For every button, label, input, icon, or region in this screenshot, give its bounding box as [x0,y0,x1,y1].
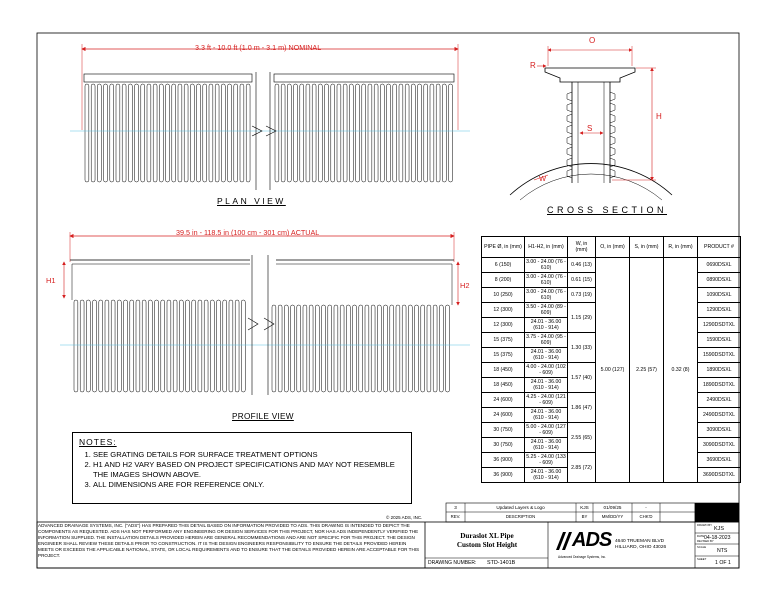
drawing-number-label: DRAWING NUMBER: [428,560,477,566]
company-address [615,539,666,551]
cell-r: 0.32 (8) [664,258,698,483]
plan-rib [362,84,366,182]
profile-rib [384,305,388,392]
drawing-title [428,532,546,550]
plan-view-label: PLAN VIEW [217,196,286,206]
th-s: S, in (mm) [630,237,664,258]
cell-product: 1290DSXL [698,303,741,318]
th-pipe: PIPE Ø, in (mm) [482,237,525,258]
profile-rib [396,305,400,392]
profile-rib [303,305,307,392]
profile-rib [111,300,115,392]
cross-section-rib [610,92,615,101]
profile-rib [322,305,326,392]
notes-title: NOTES: [79,437,117,447]
cell-h: 24.01 - 36.00 (610 - 914) [525,348,568,363]
cell-h: 3.50 - 24.00 (89 - 609) [526,304,566,316]
note-item: 2. H1 AND H2 VARY BASED ON PROJECT SPECIFICATIONS AND MAY NOT RESEMBLE THE IMAGES SHOWN ABOVE. [93,460,405,480]
desc-header: DESCRIPTION [505,514,536,519]
profile-h1-label: H1 [46,276,56,285]
profile-rib [402,305,406,392]
cross-section-rib [567,136,572,145]
profile-rib [359,305,363,392]
cell-h: 24.01 - 36.00 (610 - 914) [525,378,568,393]
cs-h-label: H [656,112,662,121]
profile-rib [210,300,214,392]
th-h: H1-H2, in (mm) [525,237,568,258]
title-line-1: Duraslot XL Pipe [460,532,514,540]
plan-rib [135,84,139,182]
plan-rib [97,84,101,182]
cell-pipe: 10 (250) [482,288,525,303]
profile-rib [291,305,295,392]
rev-description: Updated Layers & Logo [496,505,545,510]
cell-pipe: 15 (375) [482,348,525,363]
cell-w: 1.30 (33) [568,333,596,363]
plan-rib [411,84,415,182]
cell-pipe: 24 (600) [482,393,525,408]
cell-h: 3.00 - 24.00 (76 - 610) [526,259,566,271]
cell-s: 2.25 (57) [630,258,664,483]
cell-pipe: 36 (900) [482,453,525,468]
profile-rib [198,300,202,392]
drawing-number: STD-1401B [487,560,516,566]
plan-rib [221,84,225,182]
rev-by: KJS [580,505,589,510]
profile-rib [235,300,239,392]
profile-rib [340,305,344,392]
cell-h: 5.00 - 24.00 (127 - 609) [526,424,566,436]
disclaimer: ADVANCED DRAINAGE SYSTEMS, INC. ("ADS") HAS PREPARED THIS DETAIL BASED ON INFORMATION PROVIDED TO ADS. THIS DRAWING IS INTENDED TO DEPICT THE COMPONENTS AS REQUESTED. ADS HAS NOT PERFORMED ANY ENGINEERING OR DESIGN SERVICES FOR THIS PROJECT, NOR HAS ADS INDEPENDENTLY VERIFIED THE INFORMATION SUPPLIED. THE INSTALLATION DETAILS PROVIDED HEREIN ARE GENERAL RECOMMENDATIONS AND ARE NOT SPECIFIC FOR THIS PROJECT. THE DESIGN ENGINEER SHALL REVIEW THESE DETAILS PRIOR TO CONSTRUCTION. IT IS THE DESIGN ENGINEERS RESPONSIBILITY TO ENSURE THE DETAILS PROVIDED HEREIN MEETS OR EXCEEDS THE APPLICABLE NATIONAL, STATE, OR LOCAL REQUIREMENTS AND TO ENSURE THAT THE DETAILS PROVIDED HEREIN ARE ACCEPTABLE FOR THIS PROJECT. [38,523,420,558]
title-line-2: Custom Slot Height [456,541,518,549]
plan-rib [399,84,403,182]
profile-rib [105,300,109,392]
profile-rib [365,305,369,392]
cross-section-rib [567,103,572,112]
plan-rib [442,84,446,182]
cell-pipe: 8 (200) [482,273,525,288]
plan-rib [141,84,145,182]
profile-rib [328,305,332,392]
drawing-date: 04-18-2023 [704,535,731,541]
rev-header: REV. [450,514,461,519]
cross-section-rib [567,147,572,156]
plan-rib [436,84,440,182]
cell-h: 24.01 - 36.00 (610 - 914) [525,408,568,423]
cross-section-rib [567,169,572,178]
profile-rib [421,305,425,392]
plan-rib [159,84,163,182]
profile-actual-length: 39.5 in - 118.5 in (100 cm - 301 cm) ACTUAL [176,228,320,237]
rev-chkd: - [645,505,647,510]
cell-product: 1890DSXL [698,363,741,378]
profile-rib [99,300,103,392]
revised-by-label: REVISED BY [697,539,714,543]
plan-rib [294,84,298,182]
plan-nominal-length: 3.3 ft - 10.0 ft (1.0 m - 3.1 m) NOMINAL [195,43,322,52]
plan-rib [209,84,213,182]
profile-view-drawing [60,232,470,395]
profile-rib [186,300,190,392]
profile-rib [427,305,431,392]
cell-h: 24.01 - 36.00 (610 - 914) [525,438,568,453]
plan-rib [178,84,182,182]
profile-view-label: PROFILE VIEW [232,412,294,421]
drawn-by-label: DRAWN BY [697,523,712,527]
cell-pipe: 30 (750) [482,438,525,453]
plan-rib [153,84,157,182]
plan-rib [190,84,194,182]
table-row [482,258,741,273]
cell-product: 0890DSXL [698,273,741,288]
profile-rib [272,305,276,392]
date-header: MM/DD/YY [601,514,624,519]
cell-h: 4.25 - 24.00 (121 - 609) [526,394,566,406]
cell-h: 24.01 - 36.00 (610 - 914) [525,468,568,483]
cross-section-rib [610,103,615,112]
cs-r-label: R [530,61,536,70]
address-line-1: 4640 TRUEMAN BLVD [615,539,665,544]
plan-rib [318,84,322,182]
plan-rib [128,84,132,182]
cell-o: 5.00 (127) [596,258,630,483]
date-label: DATE [697,534,705,538]
profile-rib [93,300,97,392]
plan-rib [424,84,428,182]
profile-rib [86,300,90,392]
cell-w: 0.61 (15) [568,273,596,288]
profile-rib [229,300,233,392]
plan-rib [337,84,341,182]
profile-rib [346,305,350,392]
cell-pipe: 24 (600) [482,408,525,423]
plan-view-drawing [70,44,470,190]
cell-pipe: 6 (150) [482,258,525,273]
profile-rib [371,305,375,392]
profile-rib [278,305,282,392]
plan-rib [306,84,310,182]
cross-section-rib [567,125,572,134]
cell-product: 2490DSXL [698,393,741,408]
dimension-table [481,236,741,483]
plan-rib [104,84,108,182]
plan-rib [275,84,279,182]
profile-rib [446,305,450,392]
profile-rib [142,300,146,392]
plan-rib [331,84,335,182]
sheet-label: SHEET [697,557,707,561]
profile-rib [408,305,412,392]
cell-w: 0.73 (19) [568,288,596,303]
plan-rib [110,84,114,182]
cross-section-rib [610,147,615,156]
profile-rib [353,305,357,392]
logo-text: ADS [572,529,612,551]
plan-rib [215,84,219,182]
plan-rib [246,84,250,182]
profile-rib [130,300,134,392]
profile-rib [173,300,177,392]
cell-w: 1.57 (40) [568,363,596,393]
cs-s-label: S [587,124,593,133]
ads-logo [554,528,610,562]
cell-h: 24.01 - 36.00 (610 - 914) [525,318,568,333]
plan-rib [228,84,232,182]
cross-section-rib [567,114,572,123]
plan-rib [85,84,89,182]
cell-product: 1590DSXL [698,333,741,348]
note-item: 1. SEE GRATING DETAILS FOR SURFACE TREATMENT OPTIONS [93,450,405,460]
cs-o-label: O [589,36,596,45]
plan-rib [122,84,126,182]
profile-rib [167,300,171,392]
plan-rib [197,84,201,182]
plan-rib [281,84,285,182]
cell-product: 3090DSDTXL [698,438,741,453]
notes-box [72,432,412,504]
plan-rib [380,84,384,182]
cell-w: 1.15 (29) [568,303,596,333]
profile-rib [148,300,152,392]
plan-rib [203,84,207,182]
profile-rib [179,300,183,392]
plan-rib [368,84,372,182]
profile-rib [241,300,245,392]
rev-date: 01/09/25 [603,505,622,510]
plan-rib [449,84,453,182]
profile-rib [377,305,381,392]
cross-section-label: CROSS SECTION [547,205,668,215]
plan-rib [91,84,95,182]
cell-product: 3690DSXL [698,453,741,468]
cell-product: 3690DSDTXL [698,468,741,483]
scale-label: SCALE [697,545,707,549]
by-header: BY [581,514,588,519]
chkd-header: CHK'D [639,514,653,519]
cell-h: 5.25 - 24.00 (133 - 609) [526,454,566,466]
profile-rib [124,300,128,392]
cell-product: 3090DSXL [698,423,741,438]
cell-pipe: 15 (375) [482,333,525,348]
cell-product: 0690DSXL [698,258,741,273]
cell-pipe: 12 (300) [482,303,525,318]
drawn-by: KJS [714,526,725,532]
notes-list [79,450,405,490]
profile-rib [439,305,443,392]
profile-rib [433,305,437,392]
cell-h: 3.00 - 24.00 (76 - 610) [526,289,566,301]
th-product: PRODUCT # [698,237,741,258]
cell-pipe: 36 (900) [482,468,525,483]
cell-product: 1290DSDTXL [698,318,741,333]
plan-rib [343,84,347,182]
profile-rib [117,300,121,392]
profile-rib [136,300,140,392]
cell-product: 1890DSDTXL [698,378,741,393]
plan-rib [116,84,120,182]
note-item: 3. ALL DIMENSIONS ARE FOR REFERENCE ONLY. [93,480,405,490]
cell-w: 0.46 (13) [568,258,596,273]
copyright: © 2025 ADS, INC. [386,515,423,520]
profile-rib [204,300,208,392]
logo-subtitle: Advanced Drainage Systems, Inc. [558,555,607,559]
th-o: O, in (mm) [596,237,630,258]
th-r: R, in (mm) [664,237,698,258]
cross-section-rib [567,92,572,101]
cs-w-label: W [539,174,547,183]
cell-w: 2.85 (72) [568,453,596,483]
scale: NTS [717,548,728,554]
cross-section-rib [610,169,615,178]
cell-product: 2490DSDTXL [698,408,741,423]
profile-rib [284,305,288,392]
profile-rib [80,300,84,392]
cross-section-rib [610,114,615,123]
profile-rib [192,300,196,392]
cell-pipe: 12 (300) [482,318,525,333]
cell-pipe: 30 (750) [482,423,525,438]
sheet-number: 1 OF 1 [715,560,731,566]
profile-rib [415,305,419,392]
profile-h2-label: H2 [460,281,470,290]
cell-product: 1090DSXL [698,288,741,303]
plan-rib [287,84,291,182]
plan-rib [300,84,304,182]
profile-rib [297,305,301,392]
plan-rib [405,84,409,182]
plan-rib [240,84,244,182]
plan-rib [312,84,316,182]
plan-rib [387,84,391,182]
plan-rib [166,84,170,182]
plan-rib [418,84,422,182]
plan-rib [349,84,353,182]
profile-rib [74,300,78,392]
cell-w: 2.55 (65) [568,423,596,453]
profile-rib [390,305,394,392]
plan-rib [374,84,378,182]
cell-h: 3.75 - 24.00 (95 - 609) [526,334,566,346]
cell-w: 1.86 (47) [568,393,596,423]
profile-rib [334,305,338,392]
profile-rib [161,300,165,392]
plan-rib [172,84,176,182]
plan-rib [184,84,188,182]
profile-rib [217,300,221,392]
cell-h: 3.00 - 24.00 (76 - 610) [526,274,566,286]
cross-section-rib [610,125,615,134]
cell-product: 1590DSDTXL [698,348,741,363]
cell-pipe: 18 (450) [482,378,525,393]
plan-rib [393,84,397,182]
plan-rib [234,84,238,182]
profile-rib [223,300,227,392]
address-line-2: HILLIARD, OHIO 43026 [615,545,667,550]
rev-number: 3 [454,505,457,510]
plan-rib [325,84,329,182]
cell-pipe: 18 (450) [482,363,525,378]
cell-h: 4.00 - 24.00 (102 - 609) [526,364,566,376]
profile-rib [309,305,313,392]
th-w: W, in (mm) [568,237,596,258]
cross-section-rib [610,136,615,145]
plan-rib [356,84,360,182]
profile-rib [315,305,319,392]
dimension-table-body [482,258,741,483]
plan-rib [430,84,434,182]
profile-rib [155,300,159,392]
plan-rib [147,84,151,182]
